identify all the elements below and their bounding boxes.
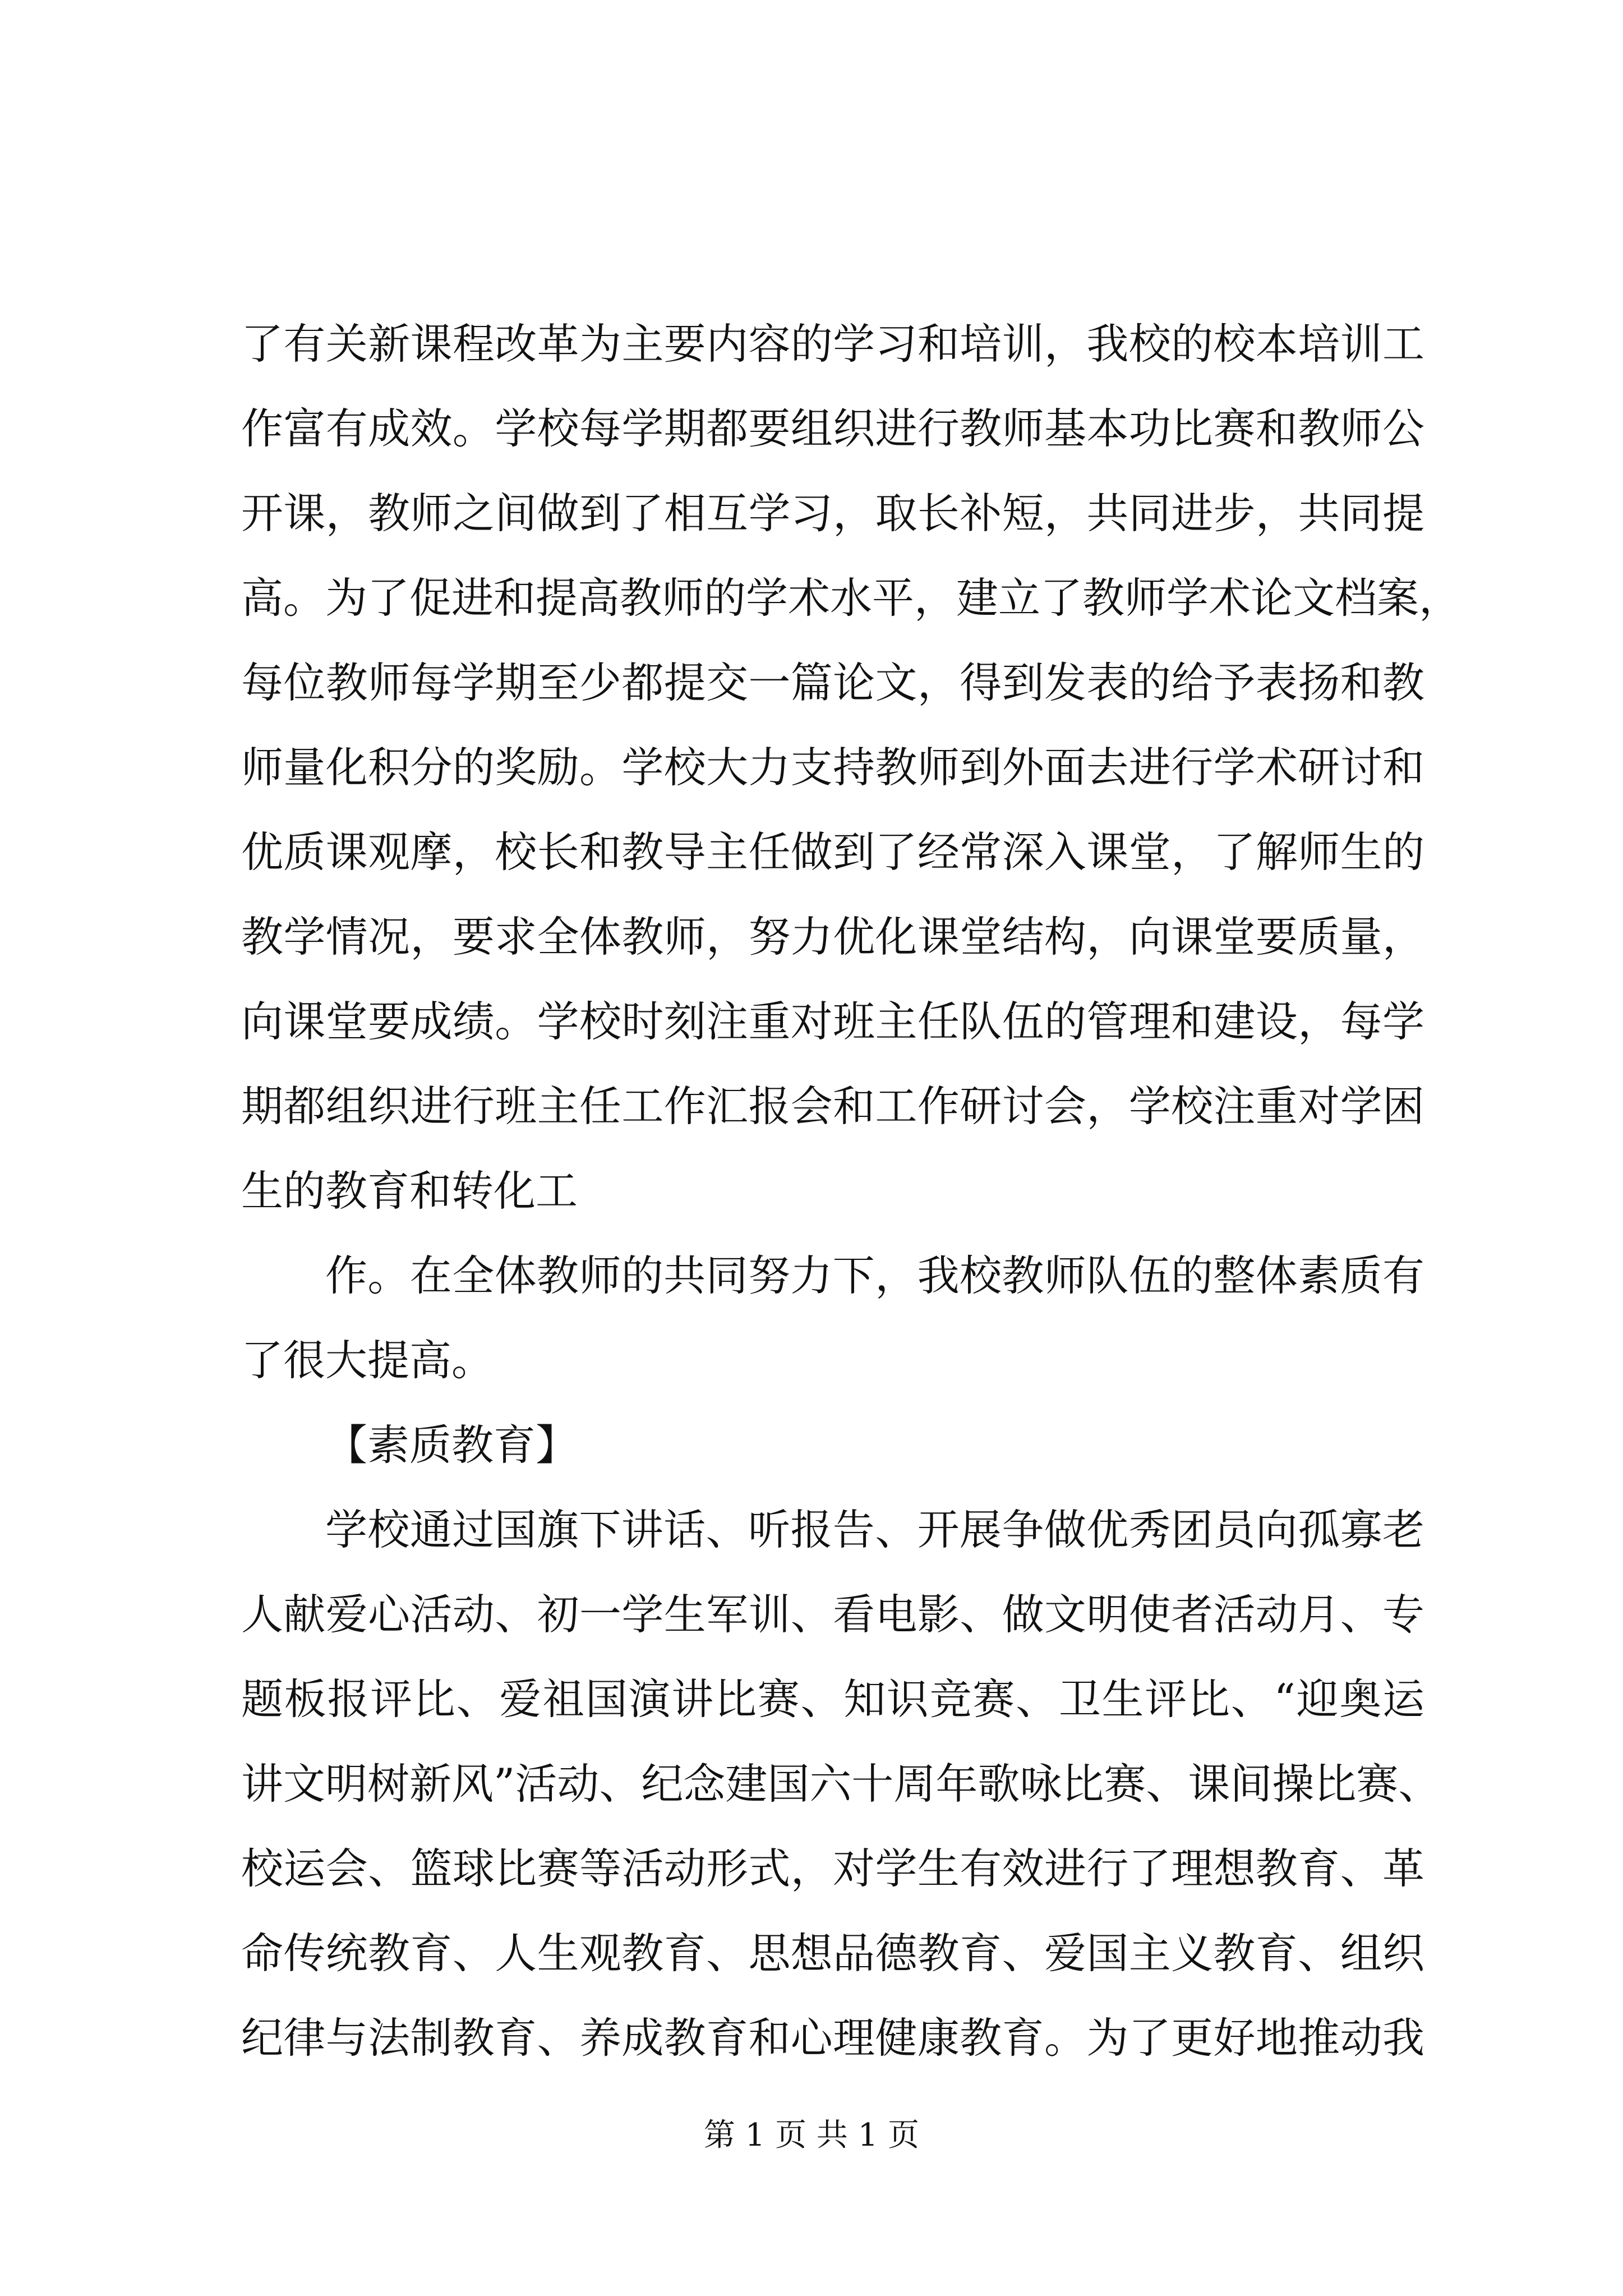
text-line: 作富有成效。学校每学期都要组织进行教师基本功比赛和教师公 — [241, 404, 1424, 453]
text-line: 讲文明树新风”活动、纪念建国六十周年歌咏比赛、课间操比赛、 — [241, 1759, 1441, 1809]
text-line: 师量化积分的奖励。学校大力支持教师到外面去进行学术研讨和 — [241, 743, 1424, 792]
text-line: 作。在全体教师的共同努力下，我校教师队伍的整体素质有 — [325, 1251, 1424, 1300]
text-line: 了有关新课程改革为主要内容的学习和培训，我校的校本培训工 — [241, 319, 1424, 369]
text-line: 题板报评比、爱祖国演讲比赛、知识竞赛、卫生评比、“迎奥运 — [241, 1674, 1424, 1724]
text-line: 生的教育和转化工 — [241, 1166, 578, 1216]
text-line: 校运会、篮球比赛等活动形式，对学生有效进行了理想教育、革 — [241, 1844, 1424, 1893]
text-line: 学校通过国旗下讲话、听报告、开展争做优秀团员向孤寡老 — [325, 1505, 1424, 1554]
section-heading: 【素质教育】 — [325, 1420, 578, 1470]
text-line: 高。为了促进和提高教师的学术水平，建立了教师学术论文档案， — [241, 573, 1461, 623]
text-line: 每位教师每学期至少都提交一篇论文，得到发表的给予表扬和教 — [241, 658, 1424, 707]
page-number-footer: 第 1 页 共 1 页 — [703, 2117, 920, 2154]
text-line: 纪律与法制教育、养成教育和心理健康教育。为了更好地推动我 — [241, 2013, 1424, 2063]
document-body — [241, 302, 1461, 2081]
text-line: 教学情况，要求全体教师，努力优化课堂结构，向课堂要质量， — [241, 912, 1424, 961]
text-line: 向课堂要成绩。学校时刻注重对班主任队伍的管理和建设，每学 — [241, 997, 1424, 1046]
text-line: 优质课观摩，校长和教导主任做到了经常深入课堂，了解师生的 — [241, 827, 1424, 877]
text-line: 了很大提高。 — [241, 1336, 494, 1385]
text-line: 人献爱心活动、初一学生军训、看电影、做文明使者活动月、专 — [241, 1590, 1424, 1639]
text-line: 命传统教育、人生观教育、思想品德教育、爱国主义教育、组织 — [241, 1929, 1424, 1978]
text-line: 期都组织进行班主任工作汇报会和工作研讨会，学校注重对学困 — [241, 1082, 1424, 1131]
text-line: 开课，教师之间做到了相互学习，取长补短，共同进步，共同提 — [241, 489, 1424, 538]
